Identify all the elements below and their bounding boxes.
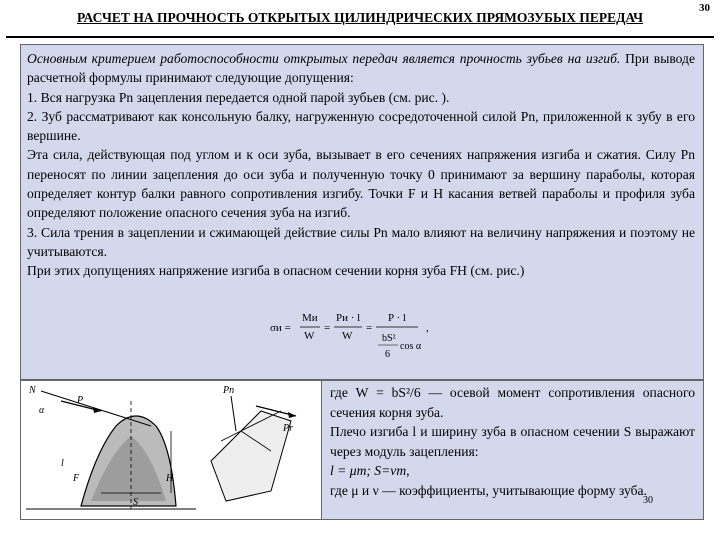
slide-number-top: 30 [699, 2, 710, 14]
formula-tail: , [426, 322, 429, 334]
label-Pn: Pn [223, 385, 235, 396]
slide-number-bottom: 30 [643, 495, 653, 507]
bending-stress-formula [270, 297, 450, 369]
page-title: РАСЧЕТ НА ПРОЧНОСТЬ ОТКРЫТЫХ ЦИЛИНДРИЧЕСКИХ ПРЯМОЗУБЫХ ПЕРЕДАЧ [77, 10, 643, 25]
formula-m3-den-a: bS² [382, 333, 396, 344]
label-F: F [73, 473, 80, 484]
bottom-section [20, 380, 704, 520]
formula-m3-den-b: 6 [385, 349, 390, 360]
intro-italic: Основным критерием работоспособности открытых передач является прочность зубьев на изгиб. [27, 51, 621, 66]
desc-bending-arm: Плечо изгиба l и ширину зуба в опасном сечении S выражают через модуль зацепления: [330, 424, 695, 459]
desc-section-modulus: где W = bS²/6 — осевой момент сопротивления опасного сечения корня зуба. [330, 385, 695, 420]
formula-m1-den: W [304, 330, 315, 342]
formula-cos: cos α [400, 341, 422, 352]
assumption-3: 3. Сила трения в зацеплении и сжимающей действие силы Pn мало влияют на величину напряжения и поэтому не учитываются. [27, 224, 695, 259]
tooth-diagram [21, 381, 321, 519]
label-S: S [133, 497, 138, 508]
formula-m1-num: Mи [302, 312, 318, 324]
svg-text:=: = [366, 322, 373, 334]
intro-paragraph [27, 49, 695, 88]
label-alpha: α [39, 405, 45, 416]
label-l: l [61, 458, 64, 469]
force-explanation: Эта сила, действующая под углом и к оси зуба, вызывает в его сечениях напряжения изгиба и сжатия. Силу Pn переносят по линии зацепления до оси зуба и полученную точку 0 принимают за вершину параболы, которая определяет контур балки равного сопротивления изгибу. Точки F и H касания ветвей параболы и профиля зуба определяют положение опасного сечения зуба на изгиб. [27, 147, 695, 221]
desc-formulas: l = μm; S=νm, [330, 463, 410, 479]
label-N: N [29, 385, 36, 396]
formula-lhs: σи = [270, 322, 291, 334]
title-divider [6, 36, 714, 38]
intro-rest: При выводе расчетной формулы принимают следующие допущения: [27, 51, 696, 86]
label-H: H [166, 473, 174, 484]
formula-description [322, 381, 703, 519]
formula-m2-num: Pи · l [336, 312, 361, 324]
formula-m2-den: W [342, 330, 353, 342]
tooth-figure [21, 381, 322, 519]
label-Pr: Pr [283, 423, 293, 434]
label-P: P [77, 395, 84, 406]
assumption-1: 1. Вся нагрузка Pn зацепления передается одной парой зубьев (см. рис. ). [27, 89, 450, 105]
formula-m3-num: P · l [388, 312, 406, 324]
desc-coefficients: где μ и ν — коэффициенты, учитывающие форму зуба. [330, 482, 647, 498]
assumption-2: 2. Зуб рассматривают как консольную балку, нагруженную сосредоточенной силой Pn, приложенной к зубу в его вершине. [27, 108, 695, 144]
conclusion-paragraph: При этих допущениях напряжение изгиба в опасном сечении корня зуба FH (см. рис.) [27, 263, 525, 279]
svg-text:=: = [324, 322, 331, 334]
